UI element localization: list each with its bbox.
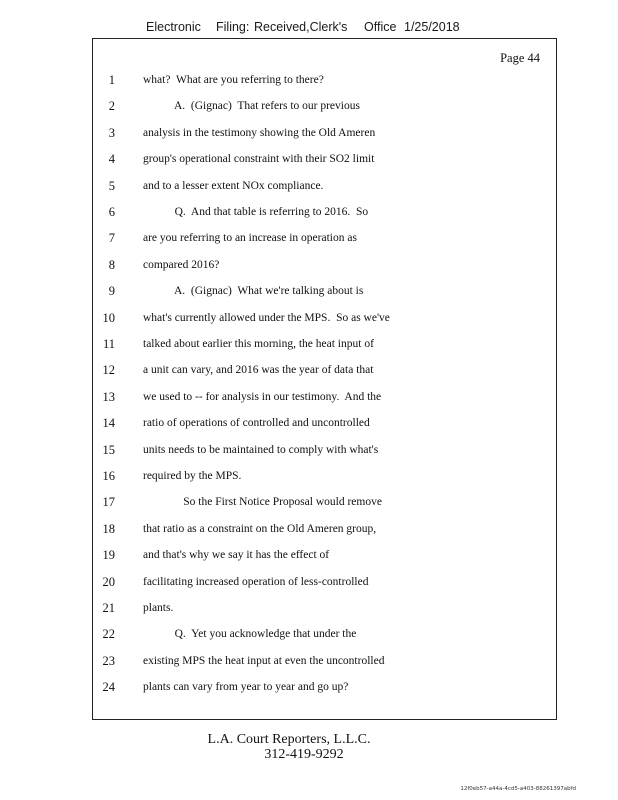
transcript-line: plants. (143, 602, 174, 614)
line-number: 5 (108, 178, 115, 193)
line-number: 18 (102, 521, 115, 536)
transcript-line: talked about earlier this morning, the heat input of (143, 338, 374, 350)
filing-received: Received,Clerk's (254, 20, 348, 34)
transcript-line: group's operational constraint with their SO2 limit (143, 153, 375, 166)
transcript-line: Q. And that table is referring to 2016. So (143, 206, 369, 218)
transcript-line: A. (Gignac) That refers to our previous (143, 100, 360, 113)
line-number: 8 (108, 257, 115, 272)
line-number: 17 (102, 495, 115, 510)
transcript-line: we used to -- for analysis in our testimony. And the (143, 390, 382, 403)
line-number: 19 (102, 548, 115, 563)
transcript-line: are you referring to an increase in operation as (143, 232, 357, 245)
filing-electronic: Electronic (146, 20, 201, 34)
line-number: 11 (102, 337, 115, 351)
reporter-phone: 312-419-9292 (264, 747, 344, 762)
transcript-line: what's currently allowed under the MPS. So as we've (143, 311, 390, 324)
line-number: 13 (102, 389, 115, 404)
line-number: 22 (102, 627, 115, 642)
transcript-line: that ratio as a constraint on the Old Ameren group, (143, 522, 377, 535)
reporter-firm: L.A. Court Reporters, L.L.C. (207, 732, 371, 747)
transcript-line: analysis in the testimony showing the Old Ameren (143, 126, 376, 139)
filing-stamp-header (146, 20, 460, 34)
transcript-line: and that's why we say it has the effect of (143, 549, 330, 562)
line-number: 12 (102, 363, 115, 378)
line-number: 9 (108, 284, 115, 299)
line-number: 16 (102, 469, 115, 483)
line-number: 15 (102, 442, 115, 457)
transcript-line: ratio of operations of controlled and uncontrolled (143, 417, 370, 430)
page-number: Page 44 (500, 51, 540, 65)
line-number: 6 (108, 205, 115, 219)
transcript-line: what? What are you referring to there? (143, 74, 324, 86)
line-number: 7 (108, 231, 115, 246)
reporter-footer (0, 732, 618, 762)
line-number: 1 (108, 73, 115, 87)
transcript-line: units needs to be maintained to comply with what's (143, 443, 379, 456)
transcript-line: and to a lesser extent NOx compliance. (143, 179, 324, 192)
line-number: 10 (102, 310, 115, 325)
document-hash: 12f0eb57-a44a-4cd5-a403-88261397abfd (460, 786, 576, 792)
line-number: 3 (108, 125, 115, 140)
transcript-line: facilitating increased operation of less-controlled (143, 575, 369, 588)
transcript-line: existing MPS the heat input at even the uncontrolled (143, 654, 385, 667)
line-number: 4 (108, 152, 115, 167)
transcript-line: required by the MPS. (143, 470, 242, 482)
transcript-line: a unit can vary, and 2016 was the year of data that (143, 364, 374, 377)
transcript-line: Q. Yet you acknowledge that under the (143, 628, 357, 641)
transcript-line: plants can vary from year to year and go up? (143, 681, 349, 694)
transcript-line: A. (Gignac) What we're talking about is (143, 285, 364, 298)
line-number: 24 (102, 680, 115, 695)
transcript-line: compared 2016? (143, 258, 220, 271)
filing-office: Office (364, 20, 397, 34)
line-number: 2 (108, 99, 115, 114)
line-number: 23 (102, 653, 115, 668)
transcript-page (92, 38, 557, 720)
line-number: 14 (102, 416, 115, 431)
line-number: 21 (102, 601, 115, 615)
filing-label: Filing: (216, 20, 250, 34)
transcript-line: So the First Notice Proposal would remove (143, 496, 382, 509)
filing-date: 1/25/2018 (404, 20, 460, 34)
line-number: 20 (102, 574, 115, 589)
